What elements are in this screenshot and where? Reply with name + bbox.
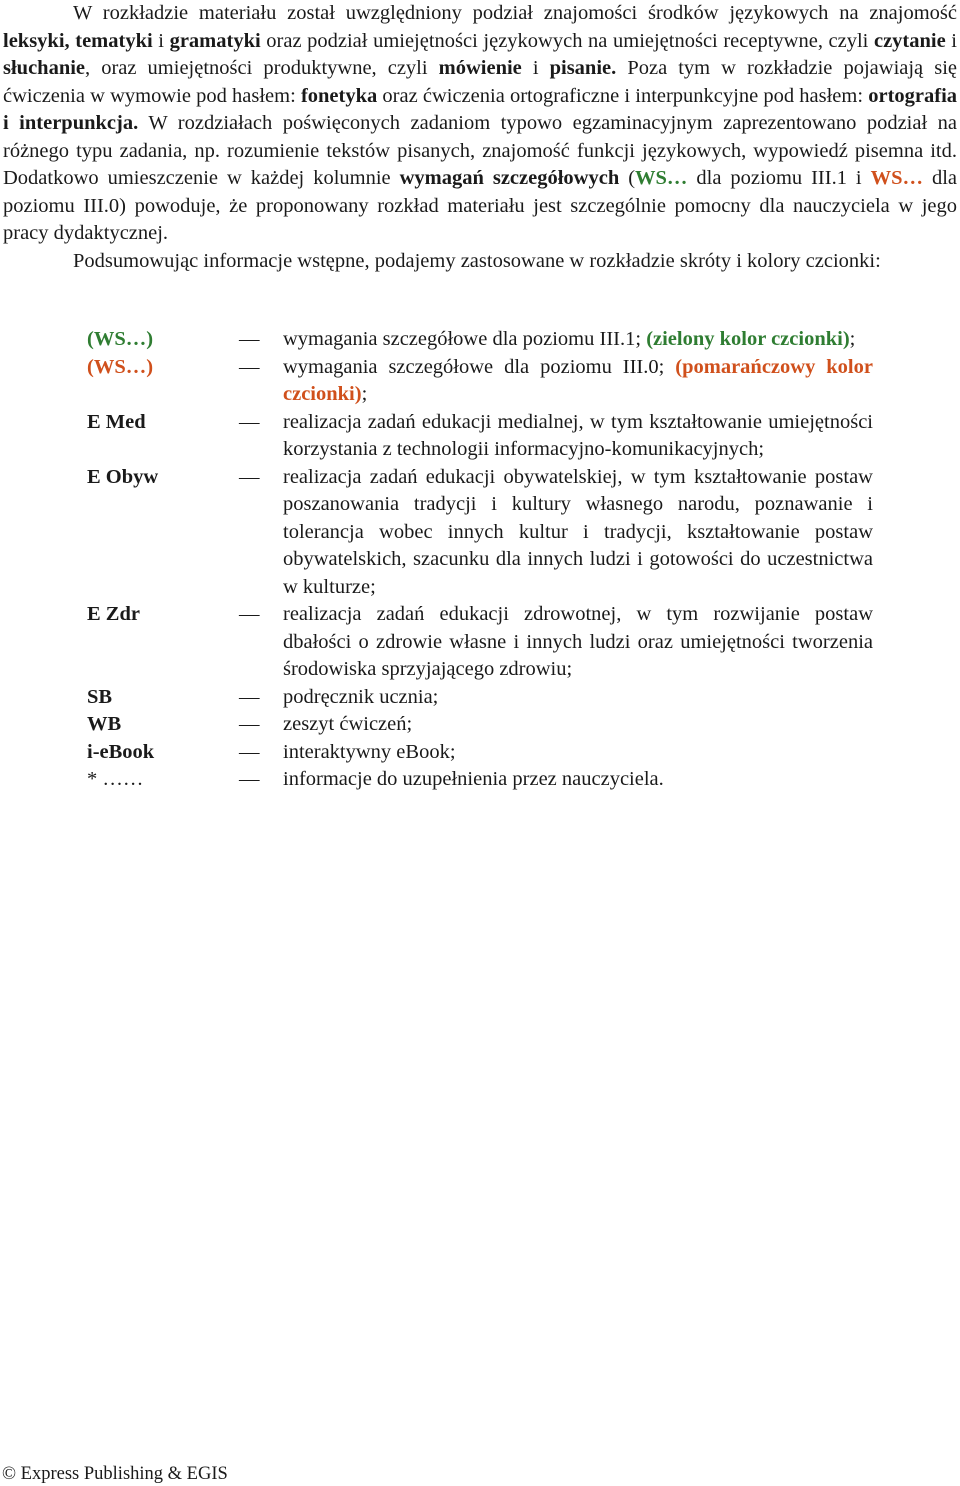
abbreviation-legend — [0, 326, 960, 794]
legend-row-wb — [0, 711, 960, 739]
legend-dash: — — [239, 768, 260, 790]
legend-dash: — — [239, 713, 260, 735]
legend-abbr: * …… — [87, 768, 144, 790]
legend-description: realizacja zadań edukacji obywatelskiej, w tym kształtowanie postaw poszanowania tradycji i kultury własnego narodu, poznawanie i tolerancja wobec innych kultur i tradycji, kształtowanie postaw obywatelskich, szacunku dla innych ludzi i gotowości do uczestnictwa w kulturze; — [283, 465, 873, 598]
legend-dash: — — [239, 685, 260, 708]
legend-abbr: SB — [87, 685, 113, 708]
legend-description: wymagania szczegółowe dla poziomu III.0; (pomarańczowy kolor czcionki); — [283, 355, 873, 405]
intro-paragraph: W rozkładzie materiału został uwzględniony podział znajomości środków językowych na znajomość leksyki, tematyki i gramatyki oraz podział umiejętności językowych na umiejętności receptywne, czyli czytanie i słuchanie, oraz umiejętności produktywne, czyli mówienie i pisanie. Poza tym w rozkładzie pojawiają się ćwiczenia w wymowie pod hasłem: fonetyka oraz ćwiczenia ortograficzne i interpunkcyjne pod hasłem: ortografia i interpunkcja. W rozdziałach poświęconych zadaniom typowo egzaminacyjnym zaprezentowano podział na różnego typu zadania, np. rozumienie tekstów pisanych, znajomość funkcji językowych, wypowiedź pisemna itd. Dodatkowo umieszczenie w każdej kolumnie wymagań szczegółowych (WS… dla poziomu III.1 i WS… dla poziomu III.0) powoduje, że proponowany rozkład materiału jest szczególnie pomocny dla nauczyciela w jego pracy dydaktycznej. — [3, 2, 958, 244]
legend-row-ws-green — [0, 326, 960, 354]
legend-abbr: E Obyw — [87, 465, 159, 488]
legend-abbr: (WS…) — [87, 328, 154, 350]
legend-row-i-ebook — [0, 739, 960, 767]
legend-row-teacher-info — [0, 766, 960, 794]
summary-paragraph: Podsumowując informacje wstępne, podajemy zastosowane w rozkładzie skróty i kolory czcionki: — [73, 249, 881, 272]
legend-dash: — — [239, 355, 260, 378]
legend-row-sb — [0, 684, 960, 712]
legend-description: podręcznik ucznia; — [283, 685, 439, 708]
legend-dash: — — [239, 603, 260, 625]
legend-row-ws-orange — [0, 354, 960, 409]
legend-description: zeszyt ćwiczeń; — [283, 713, 413, 735]
legend-abbr: E Zdr — [87, 603, 140, 625]
legend-description: realizacja zadań edukacji medialnej, w tym kształtowanie umiejętności korzystania z technologii informacyjno-komunikacyjnych; — [283, 410, 873, 460]
legend-dash: — — [239, 465, 260, 488]
legend-description: wymagania szczegółowe dla poziomu III.1; (zielony kolor czcionki); — [283, 328, 856, 350]
legend-row-e-med — [0, 409, 960, 464]
legend-abbr: i-eBook — [87, 740, 155, 763]
legend-abbr: E Med — [87, 410, 146, 433]
legend-description: realizacja zadań edukacji zdrowotnej, w tym rozwijanie postaw dbałości o zdrowie własne i innych ludzi oraz umiejętności tworzenia środowiska sprzyjającego zdrowiu; — [283, 603, 873, 680]
legend-abbr: (WS…) — [87, 355, 154, 378]
intro-text — [3, 0, 957, 275]
legend-dash: — — [239, 410, 260, 433]
legend-row-e-obyw — [0, 464, 960, 602]
copyright-footer: © Express Publishing & EGIS — [2, 1464, 228, 1484]
legend-description: interaktywny eBook; — [283, 740, 456, 763]
legend-row-e-zdr — [0, 601, 960, 684]
legend-dash: — — [239, 328, 260, 350]
legend-abbr: WB — [87, 713, 122, 735]
legend-description: informacje do uzupełnienia przez nauczyciela. — [283, 768, 664, 790]
legend-dash: — — [239, 740, 260, 763]
